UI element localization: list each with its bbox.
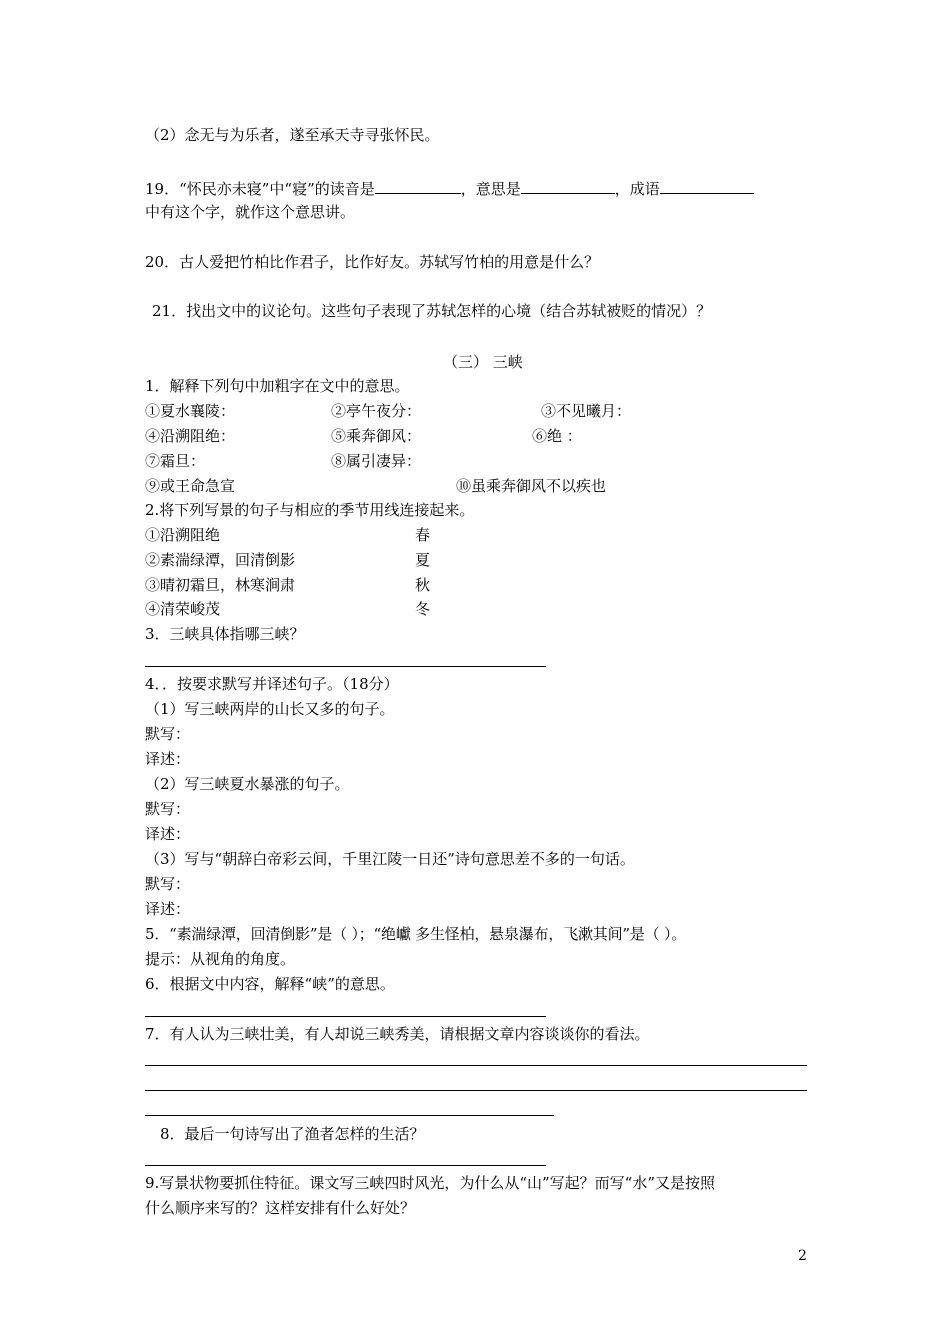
match-left-4: ④清荣峻茂 bbox=[145, 600, 221, 618]
word-9: ⑨或王命急宣 bbox=[145, 477, 236, 495]
yishu-label-3: 译述： bbox=[145, 900, 191, 918]
word-6: ⑥绝 ： bbox=[532, 427, 582, 445]
match-left-2: ②素湍绿潭，回清倒影 bbox=[145, 551, 296, 569]
match-left-3: ③晴初霜旦，林寒涧肃 bbox=[145, 576, 296, 594]
page-number: 2 bbox=[798, 1248, 807, 1264]
section-title: （三） 三峡 bbox=[443, 353, 523, 371]
answer-line-q8[interactable] bbox=[145, 1165, 546, 1166]
moxie-label-3: 默写： bbox=[145, 875, 191, 893]
question-19-line1 bbox=[145, 177, 754, 199]
line-2: （2）念无与为乐者，遂至承天寺寻张怀民。 bbox=[145, 126, 440, 144]
q19-text-c: ，成语 bbox=[614, 180, 660, 198]
moxie-label-1: 默写： bbox=[145, 725, 191, 743]
question-4-1: （1）写三峡两岸的山长又多的句子。 bbox=[145, 700, 395, 718]
word-10: ⑩虽乘奔御风不以疾也 bbox=[456, 477, 607, 495]
word-4: ④沿溯阻绝： bbox=[145, 427, 236, 445]
match-left-1: ①沿溯阻绝 bbox=[145, 526, 221, 544]
q19-text-b: ，意思是 bbox=[460, 180, 521, 198]
question-20: 20．古人爱把竹柏比作君子，比作好友。苏轼写竹柏的用意是什么？ bbox=[145, 253, 600, 271]
answer-line-q3[interactable] bbox=[145, 666, 546, 667]
word-8: ⑧属引凄异： bbox=[331, 452, 422, 470]
question-3: 3．三峡具体指哪三峡？ bbox=[145, 625, 305, 643]
answer-line-q7-1[interactable] bbox=[145, 1065, 807, 1066]
match-right-2: 夏 bbox=[415, 551, 431, 569]
word-5: ⑤乘奔御风： bbox=[331, 427, 422, 445]
q19-blank-meaning[interactable] bbox=[521, 177, 615, 194]
question-7: 7．有人认为三峡壮美，有人却说三峡秀美，请根据文章内容谈谈你的看法。 bbox=[145, 1025, 650, 1043]
yishu-label-2: 译述： bbox=[145, 825, 191, 843]
match-right-4: 冬 bbox=[415, 600, 431, 618]
answer-line-q7-2[interactable] bbox=[145, 1090, 807, 1091]
q19-blank-pronunciation[interactable] bbox=[375, 177, 461, 194]
question-1: 1．解释下列句中加粗字在文中的意思。 bbox=[145, 377, 410, 395]
question-9-line2: 什么顺序来写的？这样安排有什么好处？ bbox=[145, 1199, 416, 1217]
question-6: 6．根据文中内容，解释“峡”的意思。 bbox=[145, 975, 395, 993]
question-8: 8．最后一句诗写出了渔者怎样的生活？ bbox=[160, 1125, 425, 1143]
yishu-label-1: 译述： bbox=[145, 750, 191, 768]
question-4: 4．．按要求默写并译述句子。（18分） bbox=[145, 675, 399, 693]
match-right-3: 秋 bbox=[415, 576, 431, 594]
word-7: ⑦霜旦： bbox=[145, 452, 206, 470]
word-1: ①夏水襄陵： bbox=[145, 402, 236, 420]
answer-line-q7-3[interactable] bbox=[145, 1115, 554, 1116]
q19-blank-idiom[interactable] bbox=[660, 177, 754, 194]
question-2: 2.将下列写景的句子与相应的季节用线连接起来。 bbox=[145, 501, 475, 519]
answer-line-q6[interactable] bbox=[145, 1016, 546, 1017]
question-4-2: （2）写三峡夏水暴涨的句子。 bbox=[145, 775, 350, 793]
question-5-hint: 提示：从视角的角度。 bbox=[145, 950, 296, 968]
moxie-label-2: 默写： bbox=[145, 800, 191, 818]
match-right-1: 春 bbox=[415, 526, 431, 544]
q19-text-a: 19．“怀民亦未寝”中“寝”的读音是 bbox=[145, 180, 375, 198]
question-5: 5．“素湍绿潭，回清倒影”是（ ）；“绝巘 多生怪柏，悬泉瀑布，飞漱其间”是（ ）。 bbox=[145, 925, 687, 943]
question-21: 21．找出文中的议论句。这些句子表现了苏轼怎样的心境（结合苏轼被贬的情况）？ bbox=[152, 302, 712, 320]
question-4-3: （3）写与“朝辞白帝彩云间，千里江陵一日还”诗句意思差不多的一句话。 bbox=[145, 850, 635, 868]
word-2: ②亭午夜分： bbox=[331, 402, 422, 420]
word-3: ③不见曦月： bbox=[541, 402, 632, 420]
question-19-line2: 中有这个字，就作这个意思讲。 bbox=[145, 203, 356, 221]
question-9-line1: 9.写景状物要抓住特征。课文写三峡四时风光，为什么从“山”写起？而写“水”又是按照 bbox=[145, 1174, 715, 1192]
